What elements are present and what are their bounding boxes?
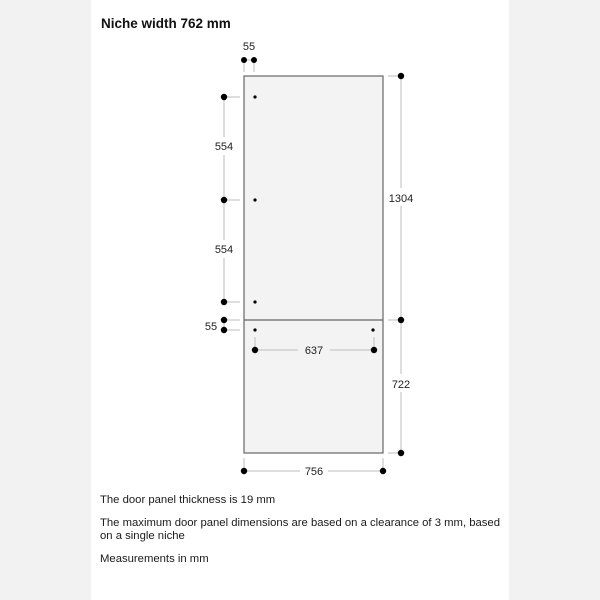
lower-height-label: 722 (391, 379, 411, 391)
gap-label: 55 (204, 321, 218, 333)
lower-width-label: 637 (304, 345, 324, 357)
page-title: Niche width 762 mm (101, 16, 231, 31)
door-panel (244, 76, 383, 453)
panel-width-label: 756 (304, 466, 324, 478)
upper-spacing-2-label: 554 (214, 244, 234, 256)
top-offset-dimension (241, 41, 257, 72)
top-offset-label: 55 (242, 41, 256, 53)
left-dimension (205, 94, 240, 333)
upper-spacing-1-label: 554 (214, 141, 234, 153)
note-clearance: The maximum door panel dimensions are based on a clearance of 3 mm, based on a single niche (100, 517, 500, 542)
note-thickness: The door panel thickness is 19 mm (100, 494, 276, 506)
note-units: Measurements in mm (100, 553, 209, 565)
right-dimension (388, 73, 413, 456)
panel-width-dimension (241, 458, 386, 478)
notes (100, 494, 500, 576)
total-height-label: 1304 (388, 193, 414, 205)
